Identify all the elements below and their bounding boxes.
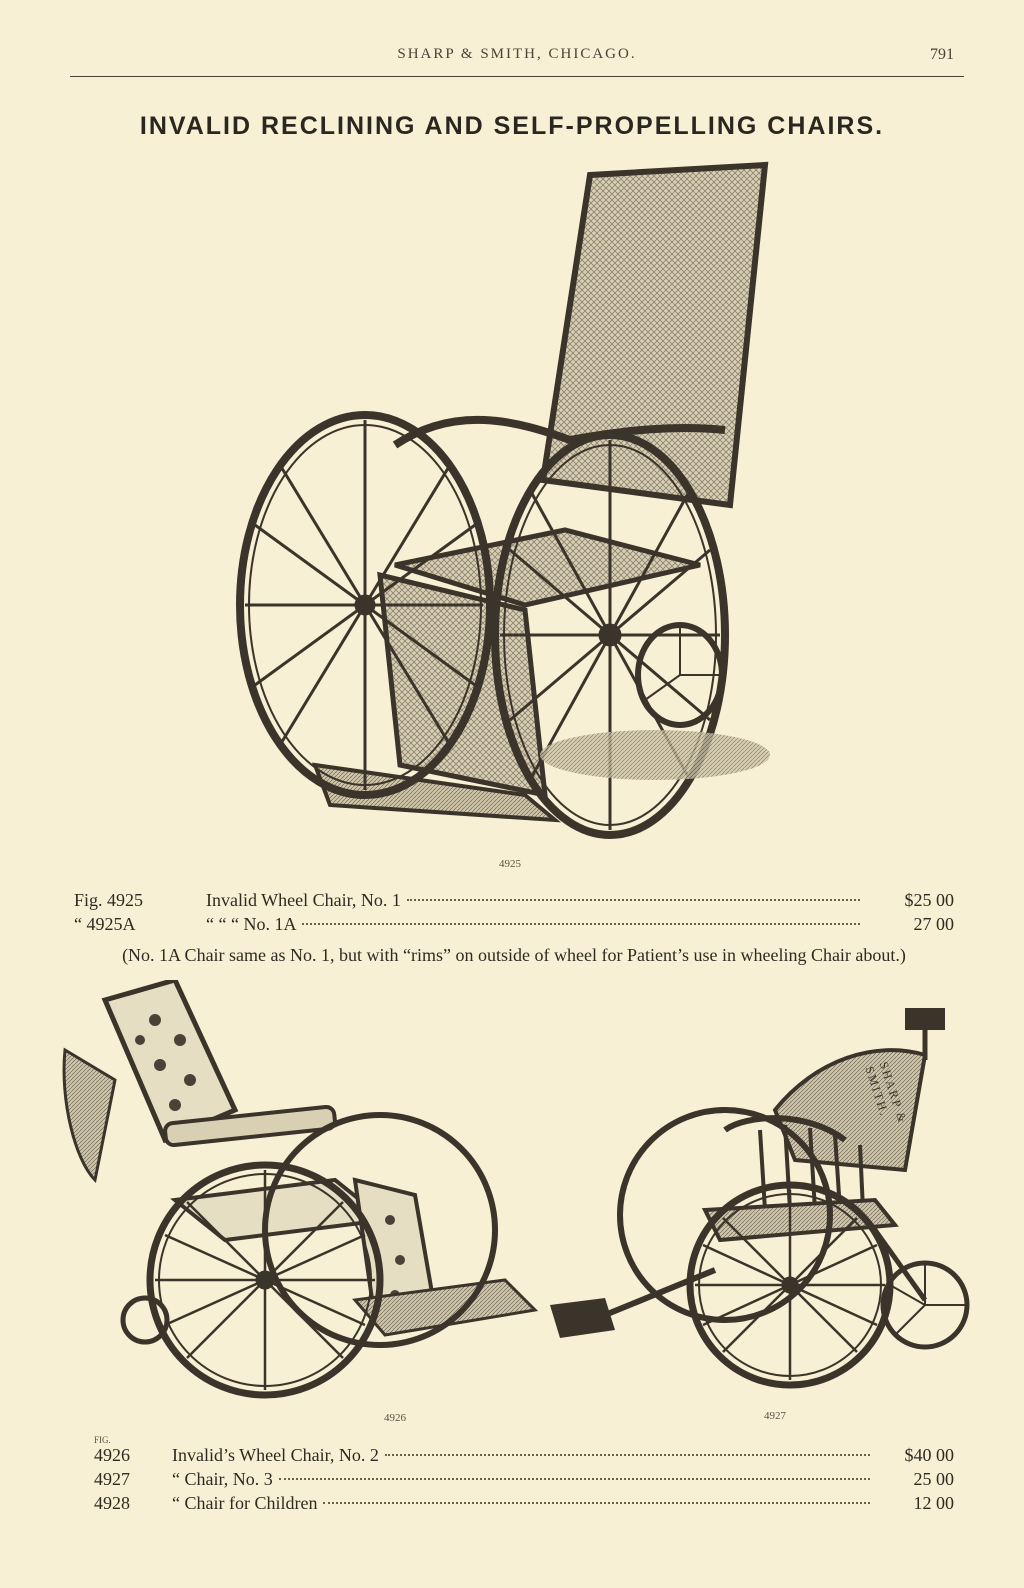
list-item [94,1445,954,1469]
maker-mark: SHARP & SMITH. [862,1060,910,1126]
item-description: “ “ “ No. 1A [206,914,297,934]
running-title: SHARP & SMITH, CHICAGO. [397,46,637,62]
fig-column-heading: FIG. [94,1435,111,1445]
wheelchair-illustration-4925 [225,155,795,855]
figure-number: 4927 [94,1469,130,1489]
chair-note: (No. 1A Chair same as No. 1, but with “rims” on outside of wheel for Patient’s use in wheeling Chair about.) [122,945,906,965]
list-item [74,890,954,914]
running-header [70,46,964,77]
price-list-bottom [94,1445,954,1517]
page-number: 791 [930,46,954,63]
dot-leader [323,1502,870,1504]
item-price: $25 00 [904,890,954,910]
figure-number: “ 4925A [74,914,136,934]
list-item [94,1493,954,1517]
price-list-top [74,890,954,938]
list-item [74,914,954,938]
item-price: 27 00 [913,914,954,934]
item-price: 25 00 [913,1469,954,1489]
dot-leader [407,899,860,901]
item-description: “ Chair for Children [172,1493,318,1513]
figure-number: 4926 [94,1445,130,1465]
list-item [94,1469,954,1493]
item-description: “ Chair, No. 3 [172,1469,273,1489]
dot-leader [385,1454,870,1456]
dot-leader [279,1478,870,1480]
figure-label-4925: 4925 [499,858,521,870]
figure-number: 4928 [94,1493,130,1513]
item-price: 12 00 [913,1493,954,1513]
page-title: INVALID RECLINING AND SELF-PROPELLING CHAIRS. [139,112,885,140]
item-description: Invalid Wheel Chair, No. 1 [206,890,401,910]
figure-number: Fig. 4925 [74,890,144,910]
figure-label-4927: 4927 [764,1410,786,1422]
wheelchair-illustration-4927 [545,1000,985,1400]
wheelchair-illustration-4926 [55,980,555,1410]
item-price: $40 00 [904,1445,954,1465]
item-description: Invalid’s Wheel Chair, No. 2 [172,1445,379,1465]
dot-leader [302,923,860,925]
figure-label-4926: 4926 [384,1412,406,1424]
